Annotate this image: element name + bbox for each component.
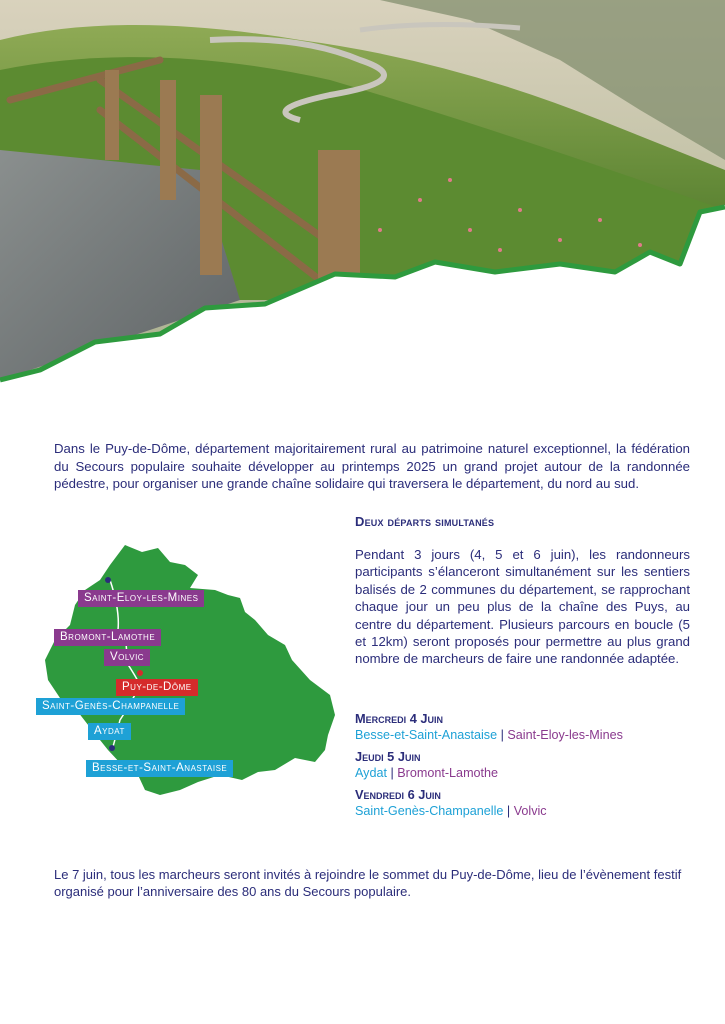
separator: | bbox=[386, 766, 398, 780]
departure-blue: Besse-et-Saint-Anastaise bbox=[355, 728, 498, 742]
description-paragraph: Pendant 3 jours (4, 5 et 6 juin), les randonneurs participants s’élanceront simultanément sur les sentiers balisés de 2 communes du département, se rapprochant chaque jour un peu plus de la chaîne des Puys, au centre du département. Plusieurs parcours en boucle (5 et 12km) seront proposés pour permettre au plus grand nombre de marcheurs de faire une randonnée adaptée. bbox=[355, 547, 690, 667]
departure-blue: Aydat bbox=[355, 766, 387, 780]
map-label-puy-de-dome: Puy-de-Dôme bbox=[116, 679, 198, 696]
day-places bbox=[355, 803, 695, 820]
day-name: Mercredi 4 Juin bbox=[355, 711, 444, 726]
day-places bbox=[355, 727, 695, 744]
map-label-besse: Besse-et-Saint-Anastaise bbox=[86, 760, 233, 777]
day-name: Vendredi 6 Juin bbox=[355, 787, 441, 802]
map-label-volvic: Volvic bbox=[104, 649, 150, 666]
map-label-bromont: Bromont-Lamothe bbox=[54, 629, 161, 646]
separator: | bbox=[497, 728, 508, 742]
section-title: Deux départs simultanés bbox=[355, 514, 495, 529]
departure-purple: Volvic bbox=[513, 804, 547, 818]
map-label-saint-genes: Saint-Genès-Champanelle bbox=[36, 698, 185, 715]
separator: | bbox=[503, 804, 514, 818]
day-name: Jeudi 5 Juin bbox=[355, 749, 421, 764]
schedule-day bbox=[355, 786, 695, 820]
map-label-saint-eloy: Saint-Eloy-les-Mines bbox=[78, 590, 204, 607]
schedule-day bbox=[355, 748, 695, 782]
closing-paragraph: Le 7 juin, tous les marcheurs seront invités à rejoindre le sommet du Puy-de-Dôme, lieu de l’évènement festif organisé pour l’anniversaire des 80 ans du Secours populaire. bbox=[54, 867, 682, 899]
department-map bbox=[30, 540, 350, 805]
map-label-aydat: Aydat bbox=[88, 723, 131, 740]
departure-purple: Bromont-Lamothe bbox=[397, 766, 499, 780]
departure-blue: Saint-Genès-Champanelle bbox=[355, 804, 504, 818]
departure-purple: Saint-Eloy-les-Mines bbox=[507, 728, 623, 742]
day-places bbox=[355, 765, 695, 782]
hero-photo bbox=[0, 0, 725, 390]
schedule-day bbox=[355, 710, 695, 744]
intro-paragraph: Dans le Puy-de-Dôme, département majoritairement rural au patrimoine naturel exceptionnel, la fédération du Secours populaire souhaite développer au printemps 2025 un grand projet autour de la randonnée pédestre, pour organiser une grande chaîne solidaire qui traversera le département, du nord au sud. bbox=[54, 441, 690, 491]
schedule bbox=[355, 710, 695, 824]
